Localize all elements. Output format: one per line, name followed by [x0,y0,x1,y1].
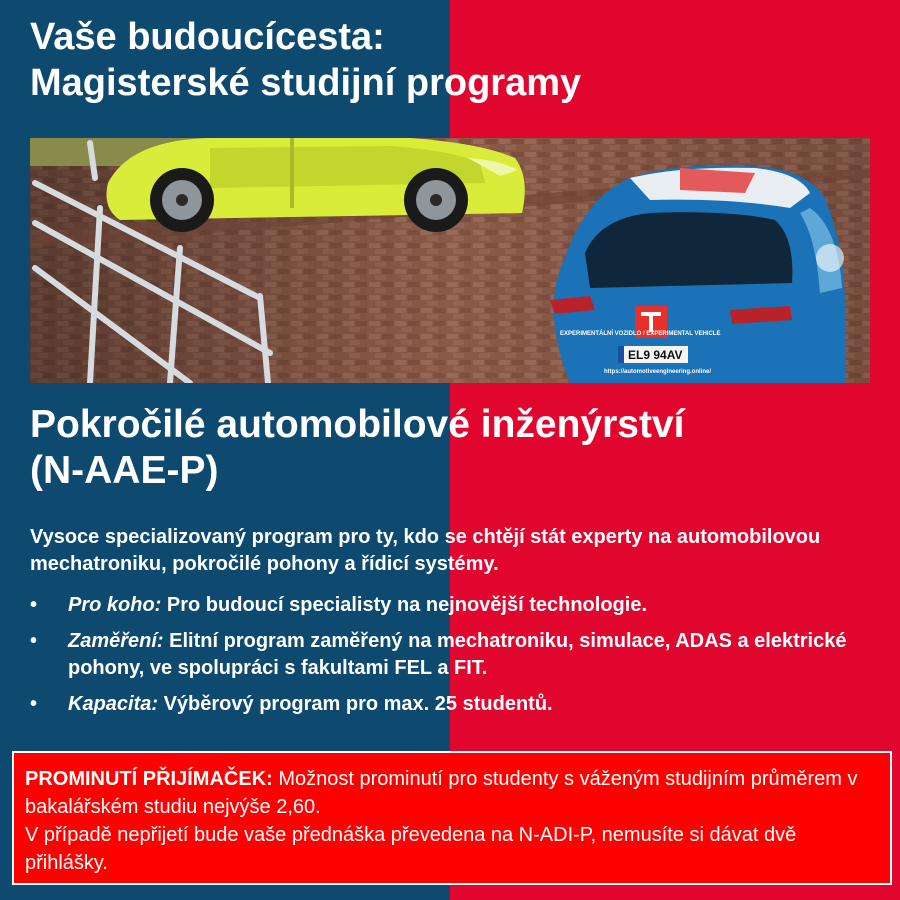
notice-text-1: Možnost prominutí pro studenty s váženým studijním průměrem v bakalářském studiu nejvýše 2,60. [25,768,858,818]
license-plate-text: EL9 94AV [628,348,683,362]
vehicle-url-text: https://automotiveengineering.online/ [604,369,712,375]
bullet-focus [30,628,880,682]
title-line-1: Vaše budoucícesta: [30,16,385,58]
page-title [30,14,581,106]
notice-label: PROMINUTÍ PŘIJÍMAČEK: [25,768,279,790]
bullet-text: Elitní program zaměřený na mechatroniku, simulace, ADAS a elektrické pohony, ve spolupráci s fakultami FEL a FIT. [68,630,847,679]
bullet-audience [30,592,880,619]
bullet-icon: • [30,630,38,652]
bullet-text: Pro budoucí specialisty na nejnovější technologie. [166,594,647,616]
vehicle-label-text: EXPERIMENTÁLNÍ VOZIDLO / EXPERIMENTAL VEHICLE [560,331,721,337]
bullet-icon: • [30,594,38,616]
bullet-text: Výběrový program pro max. 25 studentů. [163,693,553,715]
program-title [30,402,685,494]
program-intro: Vysoce specializovaný program pro ty, kdo se chtějí stát experty na automobilovou mechatroniku, pokročilé pohony a řídicí systémy. [30,526,821,575]
bullet-label: Kapacita: [68,693,164,715]
admission-waiver-notice [12,751,892,885]
bullet-capacity [30,691,880,718]
program-bullet-list [30,592,880,727]
notice-paragraph-1 [25,765,879,821]
hero-photo [30,138,870,383]
notice-text-2: V případě nepřijetí bude vaše přednáška převedena na N-ADI-P, nemusíte si dávat dvě přihlášky. [25,824,797,874]
program-name: Pokročilé automobilové inženýrství [30,403,685,446]
bullet-label: Pro koho: [68,594,167,616]
title-line-2: Magisterské studijní programy [30,62,582,104]
bullet-icon: • [30,693,38,715]
cars-illustration [30,138,870,383]
bullet-label: Zaměření: [68,630,170,652]
program-code: (N-AAE-P) [30,449,219,492]
